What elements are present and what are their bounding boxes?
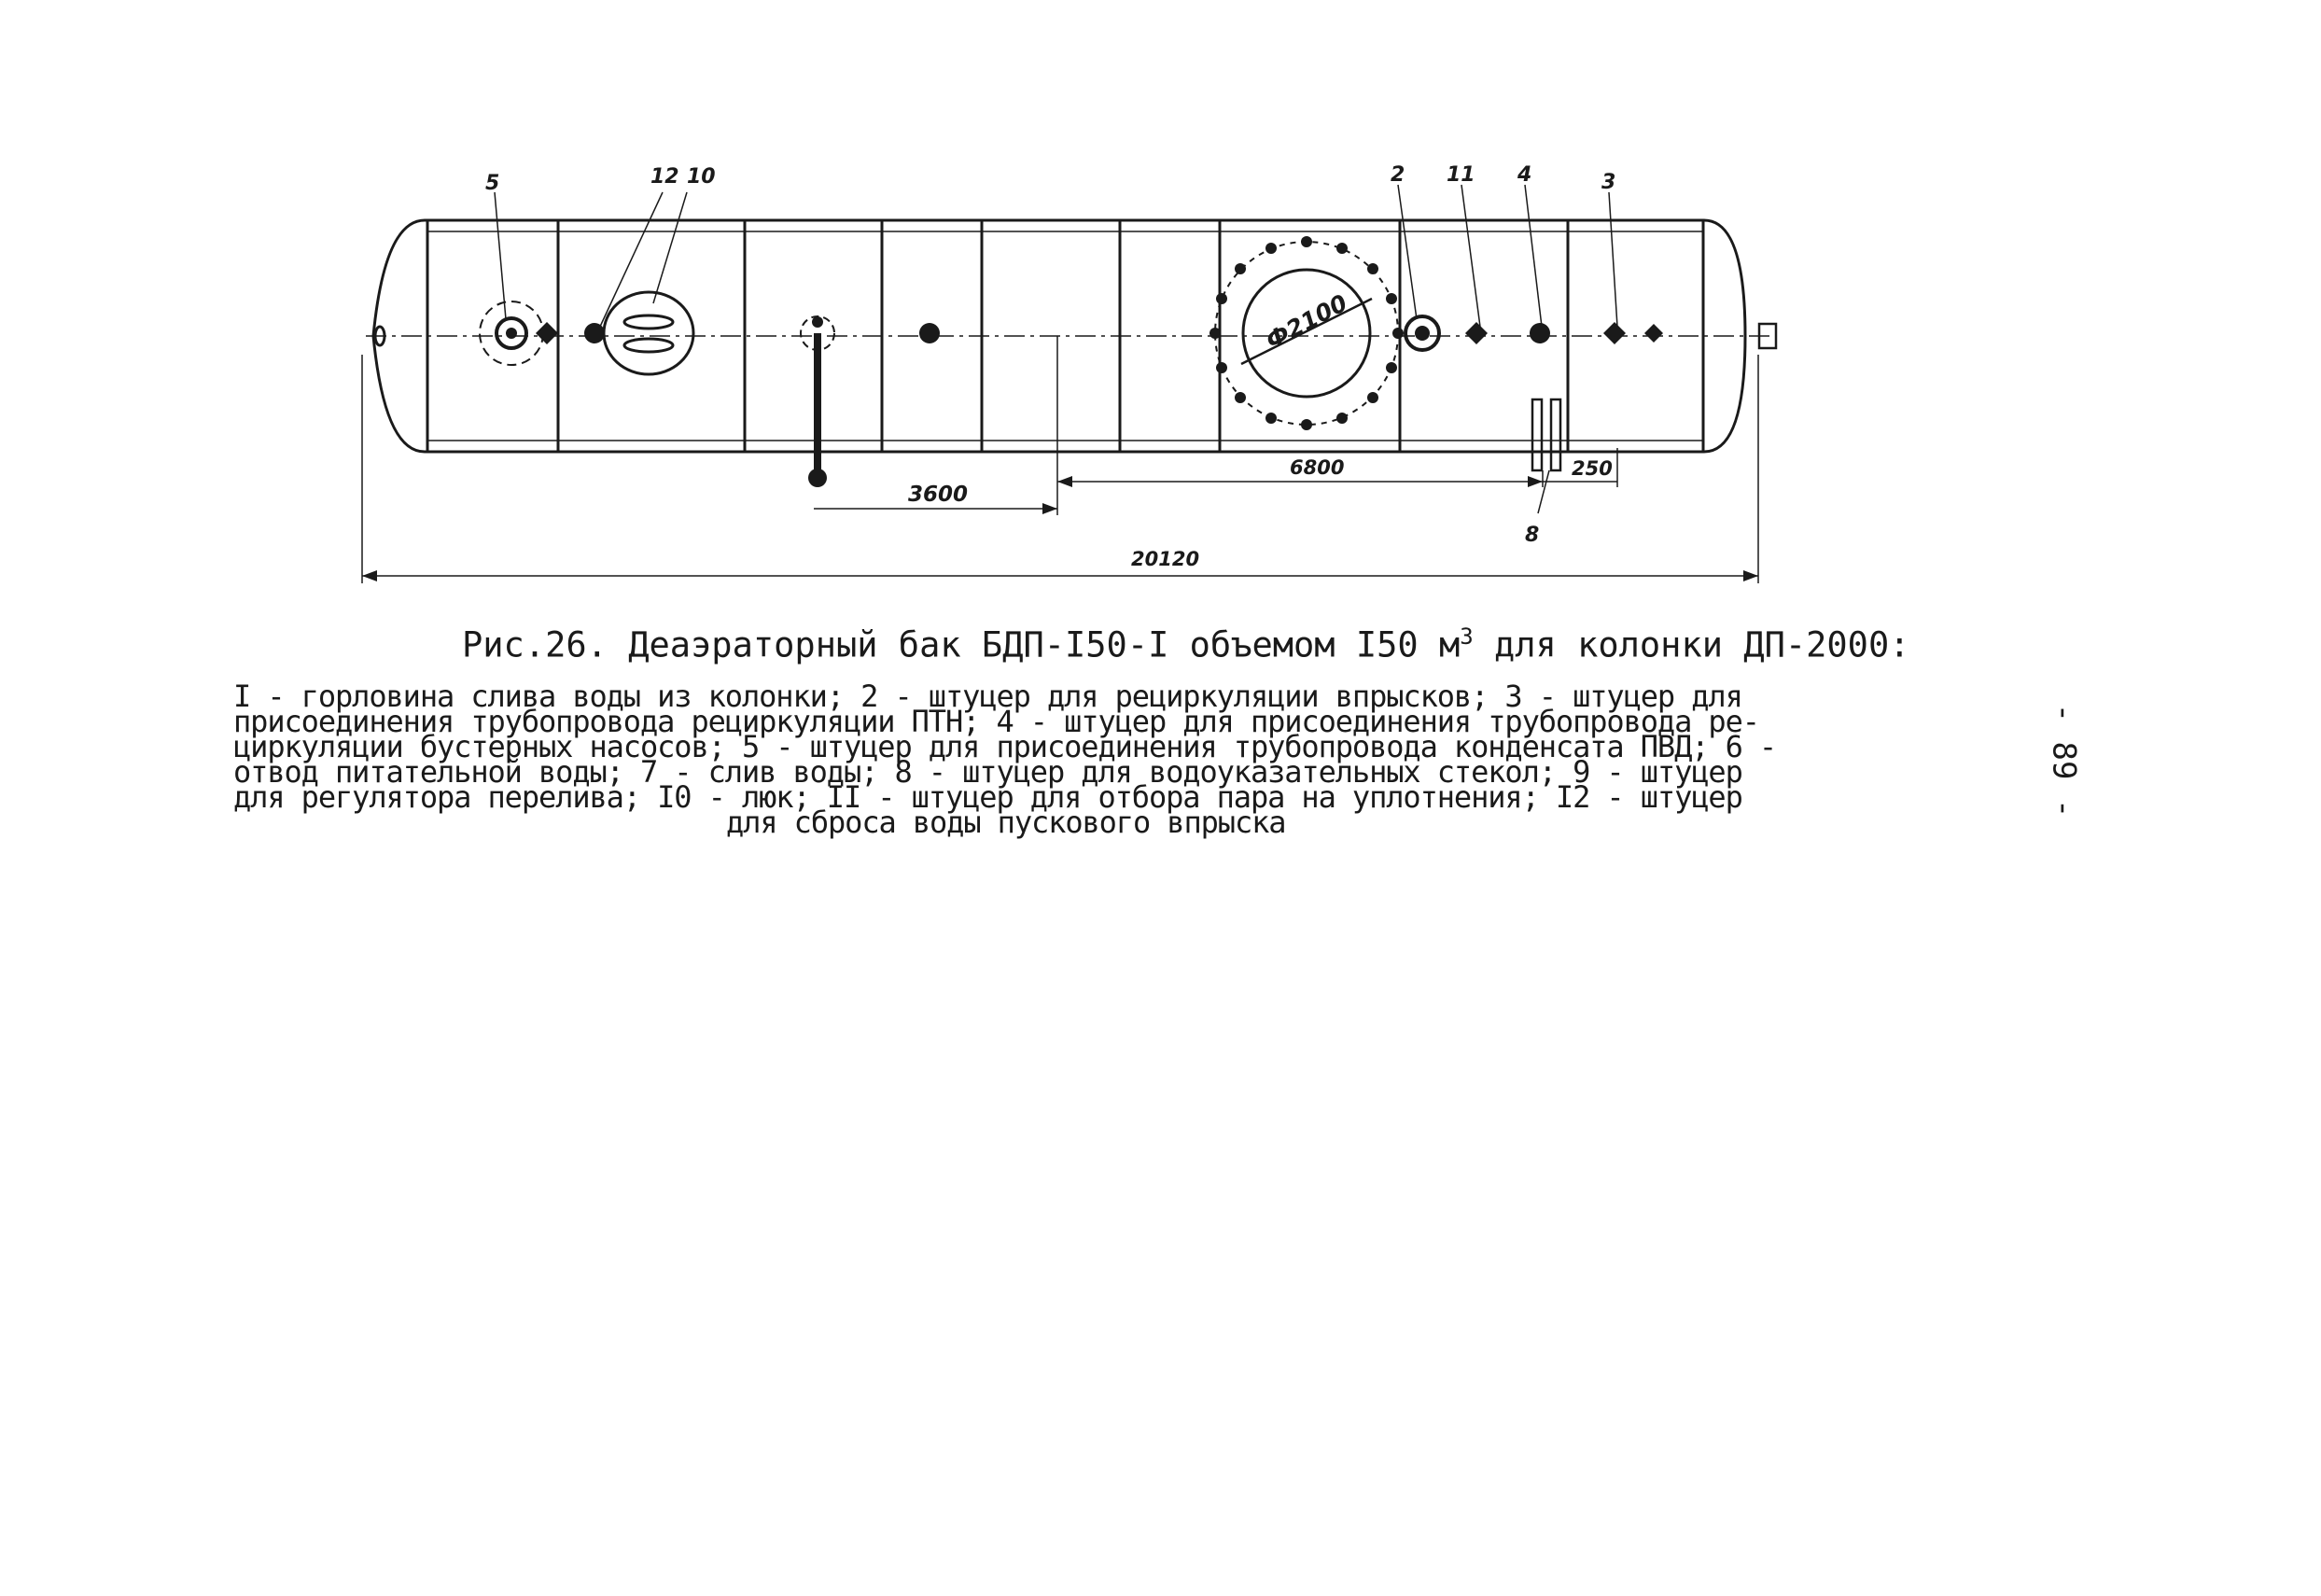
legend-line-5: для регулятора перелива; I0 - люк; II - штуцер для отбора пара на уплотнения; I2 - штуцер <box>233 779 1742 815</box>
manhole-10 <box>604 292 693 374</box>
caption-title: Рис.26. Деаэраторный бак БДП-I50-I объемом I50 $м^3$ для колонки ДП-2000: <box>462 623 1910 665</box>
callout-4: 4 <box>1517 163 1532 187</box>
legend-line-4: отвод питательной воды; 7 - слив воды; 8 - штуцер для водоуказательных стекол; 9 - штуцер <box>233 754 1742 790</box>
legend-line-2: присоединения трубопровода рециркуляции ПТН; 4 - штуцер для присоединения трубопровода ре- <box>233 704 1759 739</box>
page-number: - 89 - <box>2045 703 2083 819</box>
callout-5: 5 <box>485 172 500 195</box>
diameter-label: Ф2100 <box>1261 288 1352 355</box>
callout-11: 11 <box>1447 163 1475 187</box>
dimension-3600: 3600 <box>908 483 969 507</box>
dimension-250: 250 <box>1572 457 1613 480</box>
callout-2: 2 <box>1391 163 1405 187</box>
legend-line-1: I - горловина слива воды из колонки; 2 - штуцер для рециркуляции впрысков; 3 - штуцер для <box>233 679 1742 714</box>
dimension-20120: 20120 <box>1131 548 1200 570</box>
gauge-glass-8 <box>1532 399 1542 470</box>
tank-drawing <box>0 0 2321 653</box>
callout-10: 10 <box>687 165 716 189</box>
dimension-6800: 6800 <box>1290 456 1345 479</box>
legend-line-3: циркуляции бустерных насосов; 5 - штуцер для присоединения трубопровода конденсата ПВД; 6 - <box>233 729 1777 764</box>
legend-line-6: для сброса воды пускового впрыска <box>726 805 1286 840</box>
callout-12: 12 <box>650 165 679 189</box>
callout-8: 8 <box>1525 524 1540 547</box>
callout-3: 3 <box>1601 171 1616 194</box>
